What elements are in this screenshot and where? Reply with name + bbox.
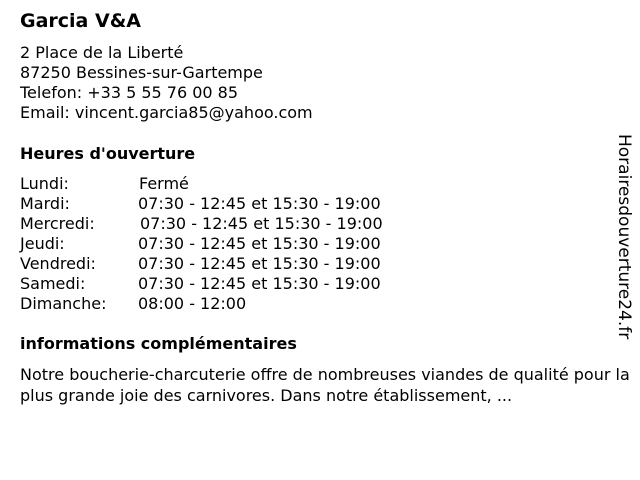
- day-hours: 07:30 - 12:45 et 15:30 - 19:00: [138, 254, 381, 273]
- day-hours: Fermé: [139, 174, 189, 193]
- email-address: Email: vincent.garcia85@yahoo.com: [20, 103, 313, 122]
- day-hours: 07:30 - 12:45 et 15:30 - 19:00: [138, 234, 381, 253]
- additional-info-heading: informations complémentaires: [20, 334, 297, 353]
- day-label: Vendredi:: [20, 254, 96, 273]
- address-city: 87250 Bessines-sur-Gartempe: [20, 63, 263, 82]
- business-name: Garcia V&A: [20, 10, 141, 32]
- address-street: 2 Place de la Liberté: [20, 43, 184, 62]
- day-hours: 07:30 - 12:45 et 15:30 - 19:00: [138, 274, 381, 293]
- day-hours: 08:00 - 12:00: [138, 294, 247, 313]
- site-watermark: Horairesdouverture24.fr: [614, 134, 634, 340]
- phone-number: Telefon: +33 5 55 76 00 85: [20, 83, 239, 102]
- day-label: Mardi:: [20, 194, 70, 213]
- day-label: Lundi:: [20, 174, 69, 193]
- day-label: Samedi:: [20, 274, 86, 293]
- day-hours: 07:30 - 12:45 et 15:30 - 19:00: [140, 214, 383, 233]
- day-label: Mercredi:: [20, 214, 95, 233]
- business-description: Notre boucherie-charcuterie offre de nombreuses viandes de qualité pour la plus grande joie des carnivores. Dans notre établissement, ...: [20, 365, 630, 405]
- day-label: Jeudi:: [20, 234, 65, 253]
- day-label: Dimanche:: [20, 294, 107, 313]
- opening-hours-heading: Heures d'ouverture: [20, 144, 196, 163]
- day-hours: 07:30 - 12:45 et 15:30 - 19:00: [138, 194, 381, 213]
- contact-block: [20, 43, 313, 123]
